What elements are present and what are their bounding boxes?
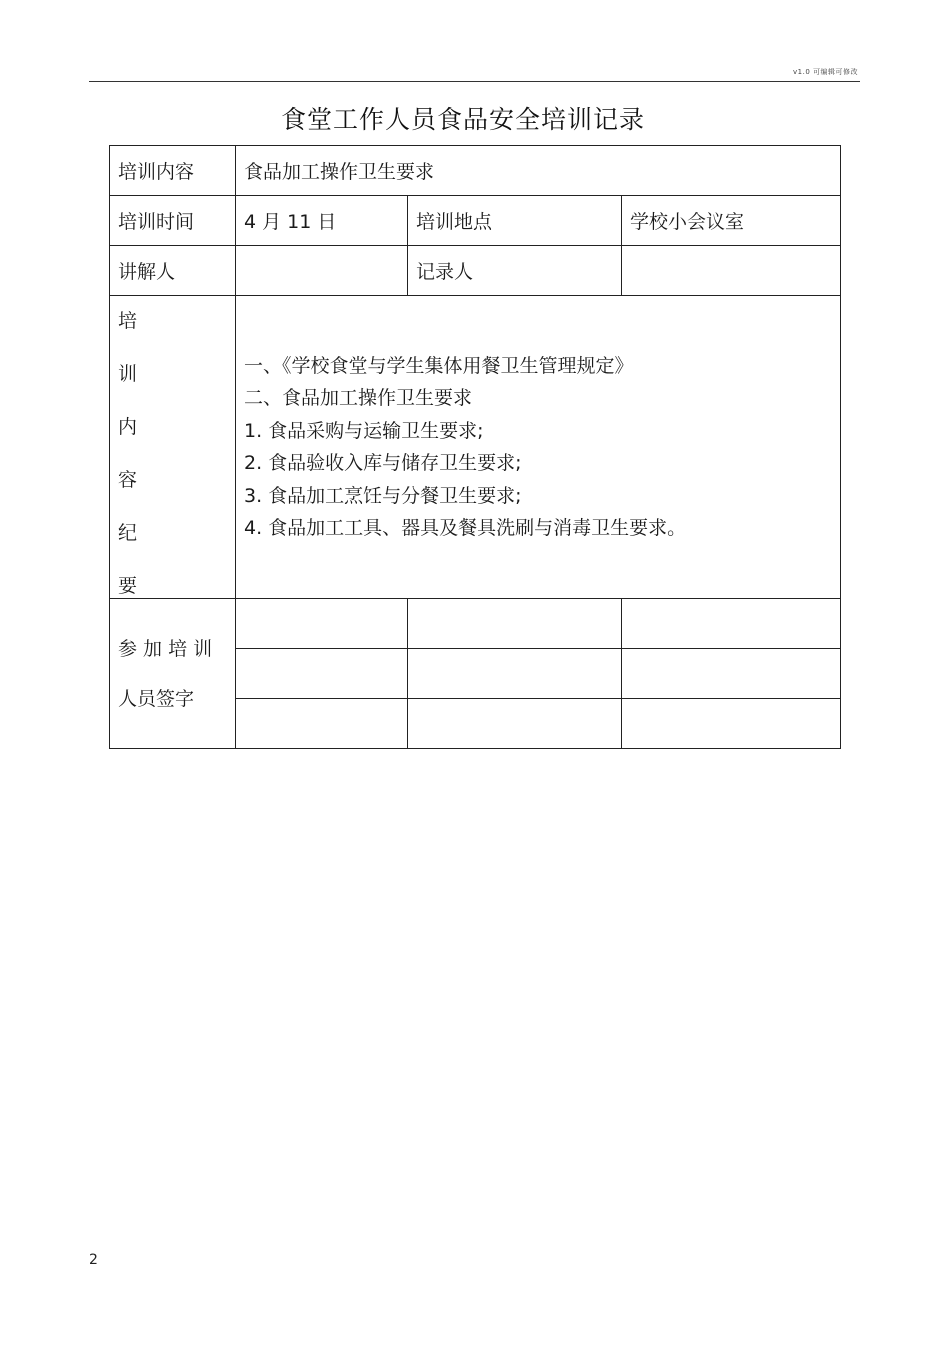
summary-content[interactable] [236, 296, 841, 599]
row-subject [110, 146, 841, 196]
time-label: 培训时间 [110, 196, 236, 246]
attendees-label-line1: 参 加 培 训 [118, 637, 213, 660]
summary-line: 4. 食品加工工具、器具及餐具洗刷与消毒卫生要求。 [244, 517, 687, 539]
summary-label-char: 纪 [118, 522, 138, 544]
row-summary [110, 296, 841, 599]
summary-label [110, 296, 236, 599]
lecturer-value[interactable] [236, 246, 408, 296]
summary-label-char: 容 [118, 469, 138, 491]
page-number: 2 [89, 1252, 98, 1268]
recorder-value[interactable] [622, 246, 841, 296]
summary-line: 2. 食品验收入库与储存卫生要求; [244, 452, 522, 474]
signature-cell[interactable] [408, 649, 622, 699]
version-label: v1.0 可编辑可修改 [793, 68, 858, 76]
summary-line: 一、《学校食堂与学生集体用餐卫生管理规定》 [244, 354, 634, 377]
signature-cell[interactable] [408, 699, 622, 749]
lecturer-label: 讲解人 [110, 246, 236, 296]
recorder-label: 记录人 [408, 246, 622, 296]
summary-line: 3. 食品加工烹饪与分餐卫生要求; [244, 484, 522, 507]
signature-cell[interactable] [236, 649, 408, 699]
summary-label-char: 要 [118, 575, 138, 597]
training-record-table [109, 145, 841, 749]
row-time-place [110, 196, 841, 246]
attendees-label [110, 599, 236, 749]
summary-label-char: 内 [118, 416, 138, 438]
signature-cell[interactable] [622, 599, 841, 649]
signature-cell[interactable] [622, 699, 841, 749]
row-people [110, 246, 841, 296]
place-label: 培训地点 [408, 196, 622, 246]
header-divider [89, 81, 860, 82]
subject-value[interactable]: 食品加工操作卫生要求 [236, 146, 841, 196]
signature-cell[interactable] [622, 649, 841, 699]
document-title: 食堂工作人员食品安全培训记录 [280, 105, 645, 134]
signature-cell[interactable] [408, 599, 622, 649]
signature-cell[interactable] [236, 599, 408, 649]
place-value[interactable]: 学校小会议室 [622, 196, 841, 246]
time-value[interactable]: 4 月 11 日 [236, 196, 408, 246]
attendees-label-line2: 人员签字 [118, 687, 195, 710]
row-signature-1 [110, 599, 841, 649]
summary-line: 二、食品加工操作卫生要求 [244, 387, 473, 409]
summary-label-char: 培 [118, 310, 138, 332]
signature-cell[interactable] [236, 699, 408, 749]
subject-label: 培训内容 [110, 146, 236, 196]
summary-line: 1. 食品采购与运输卫生要求; [244, 419, 484, 442]
summary-label-char: 训 [118, 363, 138, 385]
